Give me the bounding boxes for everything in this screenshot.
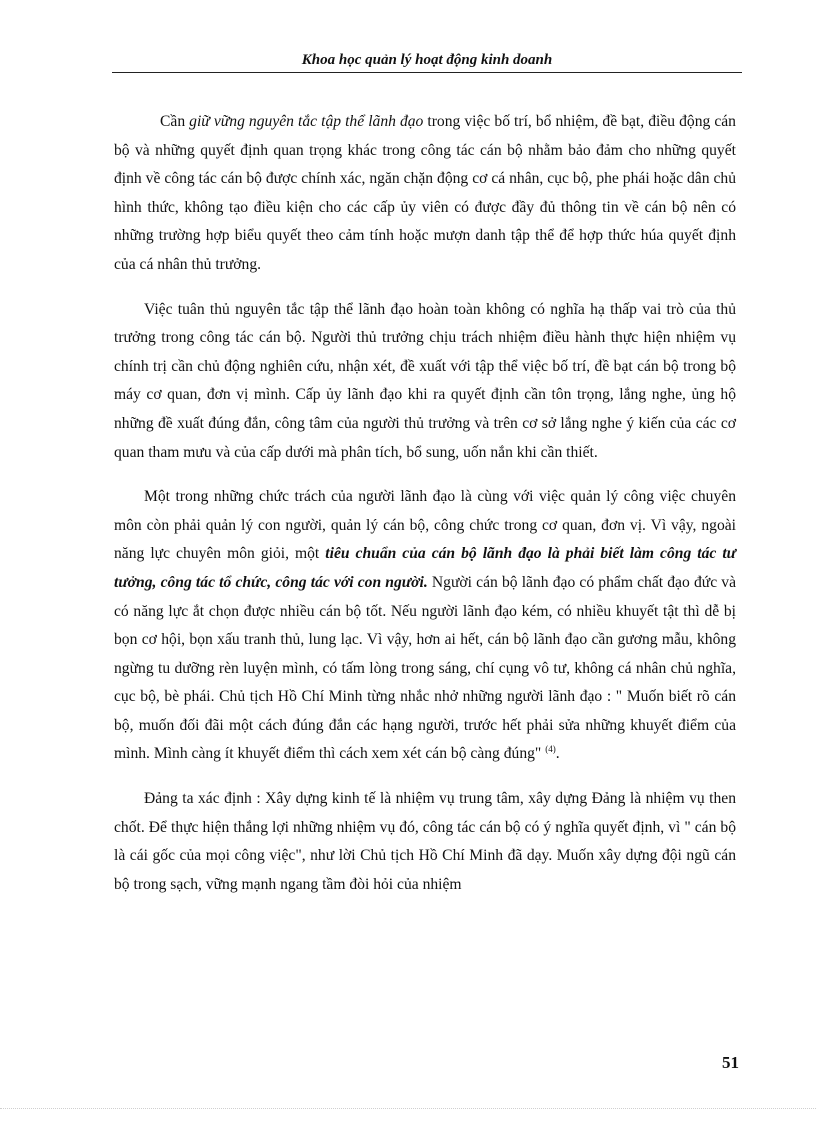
paragraph-3: [114, 483, 736, 769]
paragraph-1: [114, 108, 736, 280]
paragraph-3-rest: Người cán bộ lãnh đạo có phẩm chất đạo đức và có năng lực ắt chọn được nhiều cán bộ tốt. Nếu người lãnh đạo kém, có nhiều khuyết tật thì dễ bị bọn cơ hội, bọn xấu tranh thủ, lung lạc. Vì vậy, hơn ai hết, cán bộ lãnh đạo cần gương mẫu, không ngừng tu dưỡng rèn luyện mình, có tấm lòng trong sáng, chí cụng vô tư, không cá nhân chủ nghĩa, cục bộ, bè phái. Chủ tịch Hồ Chí Minh từng nhắc nhở những người lãnh đạo : " Muốn biết rõ cán bộ, muốn đối đãi một cách đúng đắn các hạng người, trước hết phải sửa những khuyết điểm của mình. Mình càng ít khuyết điểm thì cách xem xét cán bộ càng đúng": [114, 573, 736, 763]
paragraph-1-emphasis: giữ vững nguyên tắc tập thể lãnh đạo: [189, 113, 424, 130]
paragraph-4: Đảng ta xác định : Xây dựng kinh tế là nhiệm vụ trung tâm, xây dựng Đảng là nhiệm vụ then chốt. Để thực hiện thắng lợi những nhiệm vụ đó, công tác cán bộ có ý nghĩa quyết định, vì " cán bộ là cái gốc của mọi công việc", như lời Chủ tịch Hồ Chí Minh đã dạy. Muốn xây dựng đội ngũ cán bộ trong sạch, vững mạnh ngang tầm đòi hỏi của nhiệm: [114, 790, 736, 893]
paragraph-3-emphasis: tiêu chuẩn của cán bộ lãnh đạo là phải biết làm công tác tư tưởng, công tác tổ chức, công tác với con người.: [114, 545, 736, 591]
header-rule: [112, 72, 742, 73]
paragraph-3-tail: .: [555, 745, 560, 763]
paragraph-2: Việc tuân thủ nguyên tắc tập thể lãnh đạo hoàn toàn không có nghĩa hạ thấp vai trò của thủ trưởng trong công tác cán bộ. Người thủ trưởng chịu trách nhiệm điều hành thực hiện nhiệm vụ chính trị cần chủ động nghiên cứu, nhận xét, đề xuất với tập thể việc bố trí, đề bạt cán bộ trong bộ máy cơ quan, đơn vị mình. Cấp ủy lãnh đạo khi ra quyết định cần tôn trọng, lắng nghe, ủng hộ những đề xuất đúng đắn, công tâm của người thủ trưởng và trên cơ sở lắng nghe ý kiến của các cơ quan tham mưu và của cấp dưới mà phân tích, bổ sung, uốn nắn khi cần thiết.: [114, 300, 736, 461]
running-header-title: Khoa học quản lý hoạt động kinh doanh: [301, 52, 553, 68]
body-text: [114, 108, 736, 915]
footnote-marker: (4): [545, 744, 556, 755]
paragraph-1-rest: trong việc bố trí, bổ nhiệm, đề bạt, điều động cán bộ và những quyết định quan trọng khác trong công tác cán bộ nhằm bảo đảm cho những quyết định về công tác cán bộ được chính xác, ngăn chặn động cơ cá nhân, cục bộ, phe phái hoặc dân chủ hình thức, không tạo điều kiện cho các cấp ủy viên có được đầy đủ thông tin về cán bộ nên có những trường hợp biểu quyết theo cảm tính hoặc mượn danh tập thể để hợp thức húa quyết định của cá nhân thủ trưởng.: [114, 113, 736, 273]
paragraph-3-lead: Một trong những chức trách của người lãnh đạo là cùng với việc quản lý công việc chuyên môn còn phải quản lý con người, quản lý cán bộ, công chức trong cơ quan, đơn vị. Vì vậy, ngoài năng lực chuyên môn giỏi, một: [114, 488, 736, 563]
paragraph-1-lead: Cần: [160, 113, 190, 130]
page-number: 51: [722, 1053, 739, 1072]
footer-dotted-rule: [0, 1108, 816, 1109]
